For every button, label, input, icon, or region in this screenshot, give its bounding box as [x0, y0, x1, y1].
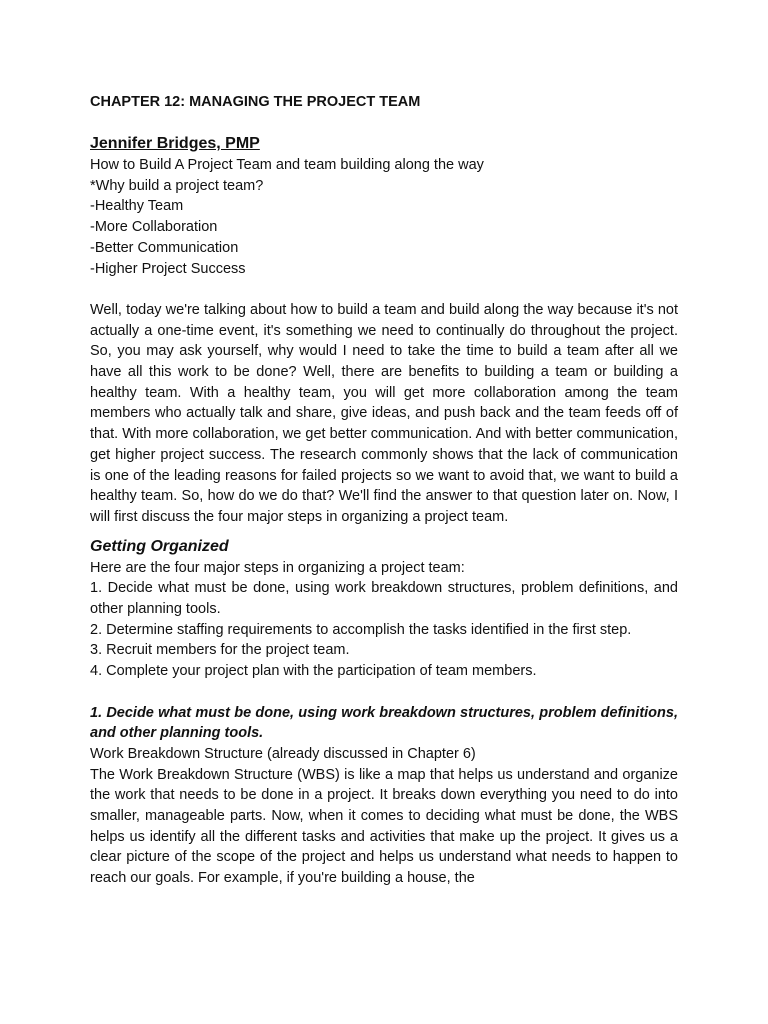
intro-list — [90, 155, 678, 279]
wbs-caption: Work Breakdown Structure (already discussed in Chapter 6) — [90, 745, 476, 762]
chapter-title: CHAPTER 12: MANAGING THE PROJECT TEAM — [90, 94, 421, 110]
intro-line: -More Collaboration — [90, 219, 218, 236]
step-item: 1. Decide what must be done, using work breakdown structures, problem definitions, and other planning tools. — [90, 580, 678, 618]
wbs-paragraph: The Work Breakdown Structure (WBS) is like a map that helps us understand and organize the work that needs to be done in a project. It breaks down everything you need to do into smaller, manageable parts. Now, when it comes to deciding what must be done, the WBS helps us identify all the different tasks and activities that make up the project. It gives us a clear picture of the scope of the project and helps us understand what needs to happen to reach our goals. For example, if you're building a house, the — [90, 766, 678, 887]
intro-line: -Higher Project Success — [90, 260, 246, 277]
intro-paragraph: Well, today we're talking about how to build a team and build along the way because it's not actually a one-time event, it's something we need to continually do throughout the project. So, you may ask yourself, why would I need to take the time to build a team after all we have all this work to be done? Well, there are benefits to building a team or building a healthy team. With a healthy team, you will get more collaboration among the team members who actually talk and share, give ideas, and push back and the team feeds off of that. With more collaboration, we get better communication. And with better communication, get higher project success. The research commonly shows that the lack of communication is one of the leading reasons for failed projects so we want to avoid that, we want to build a healthy team. So, how do we do that? We'll find the answer to that question later on. Now, I will first discuss the four major steps in organizing a project team. — [90, 301, 678, 525]
steps-list — [90, 578, 678, 682]
step-item: 2. Determine staffing requirements to accomplish the tasks identified in the first step. — [90, 621, 632, 638]
author-name: Jennifer Bridges, PMP — [90, 135, 260, 152]
intro-line: How to Build A Project Team and team building along the way — [90, 157, 484, 173]
step-item: 3. Recruit members for the project team. — [90, 642, 350, 659]
step-item: 4. Complete your project plan with the participation of team members. — [90, 663, 537, 680]
intro-line: -Better Communication — [90, 239, 239, 256]
section-heading: Getting Organized — [90, 537, 229, 555]
section-intro: Here are the four major steps in organizing a project team: — [90, 559, 465, 576]
document-page — [90, 92, 678, 889]
intro-line: -Healthy Team — [90, 198, 184, 215]
intro-line: *Why build a project team? — [90, 177, 264, 194]
spacer — [90, 279, 678, 300]
step1-heading: 1. Decide what must be done, using work breakdown structures, problem definitions, and other planning tools. — [90, 704, 678, 742]
spacer — [90, 682, 678, 703]
